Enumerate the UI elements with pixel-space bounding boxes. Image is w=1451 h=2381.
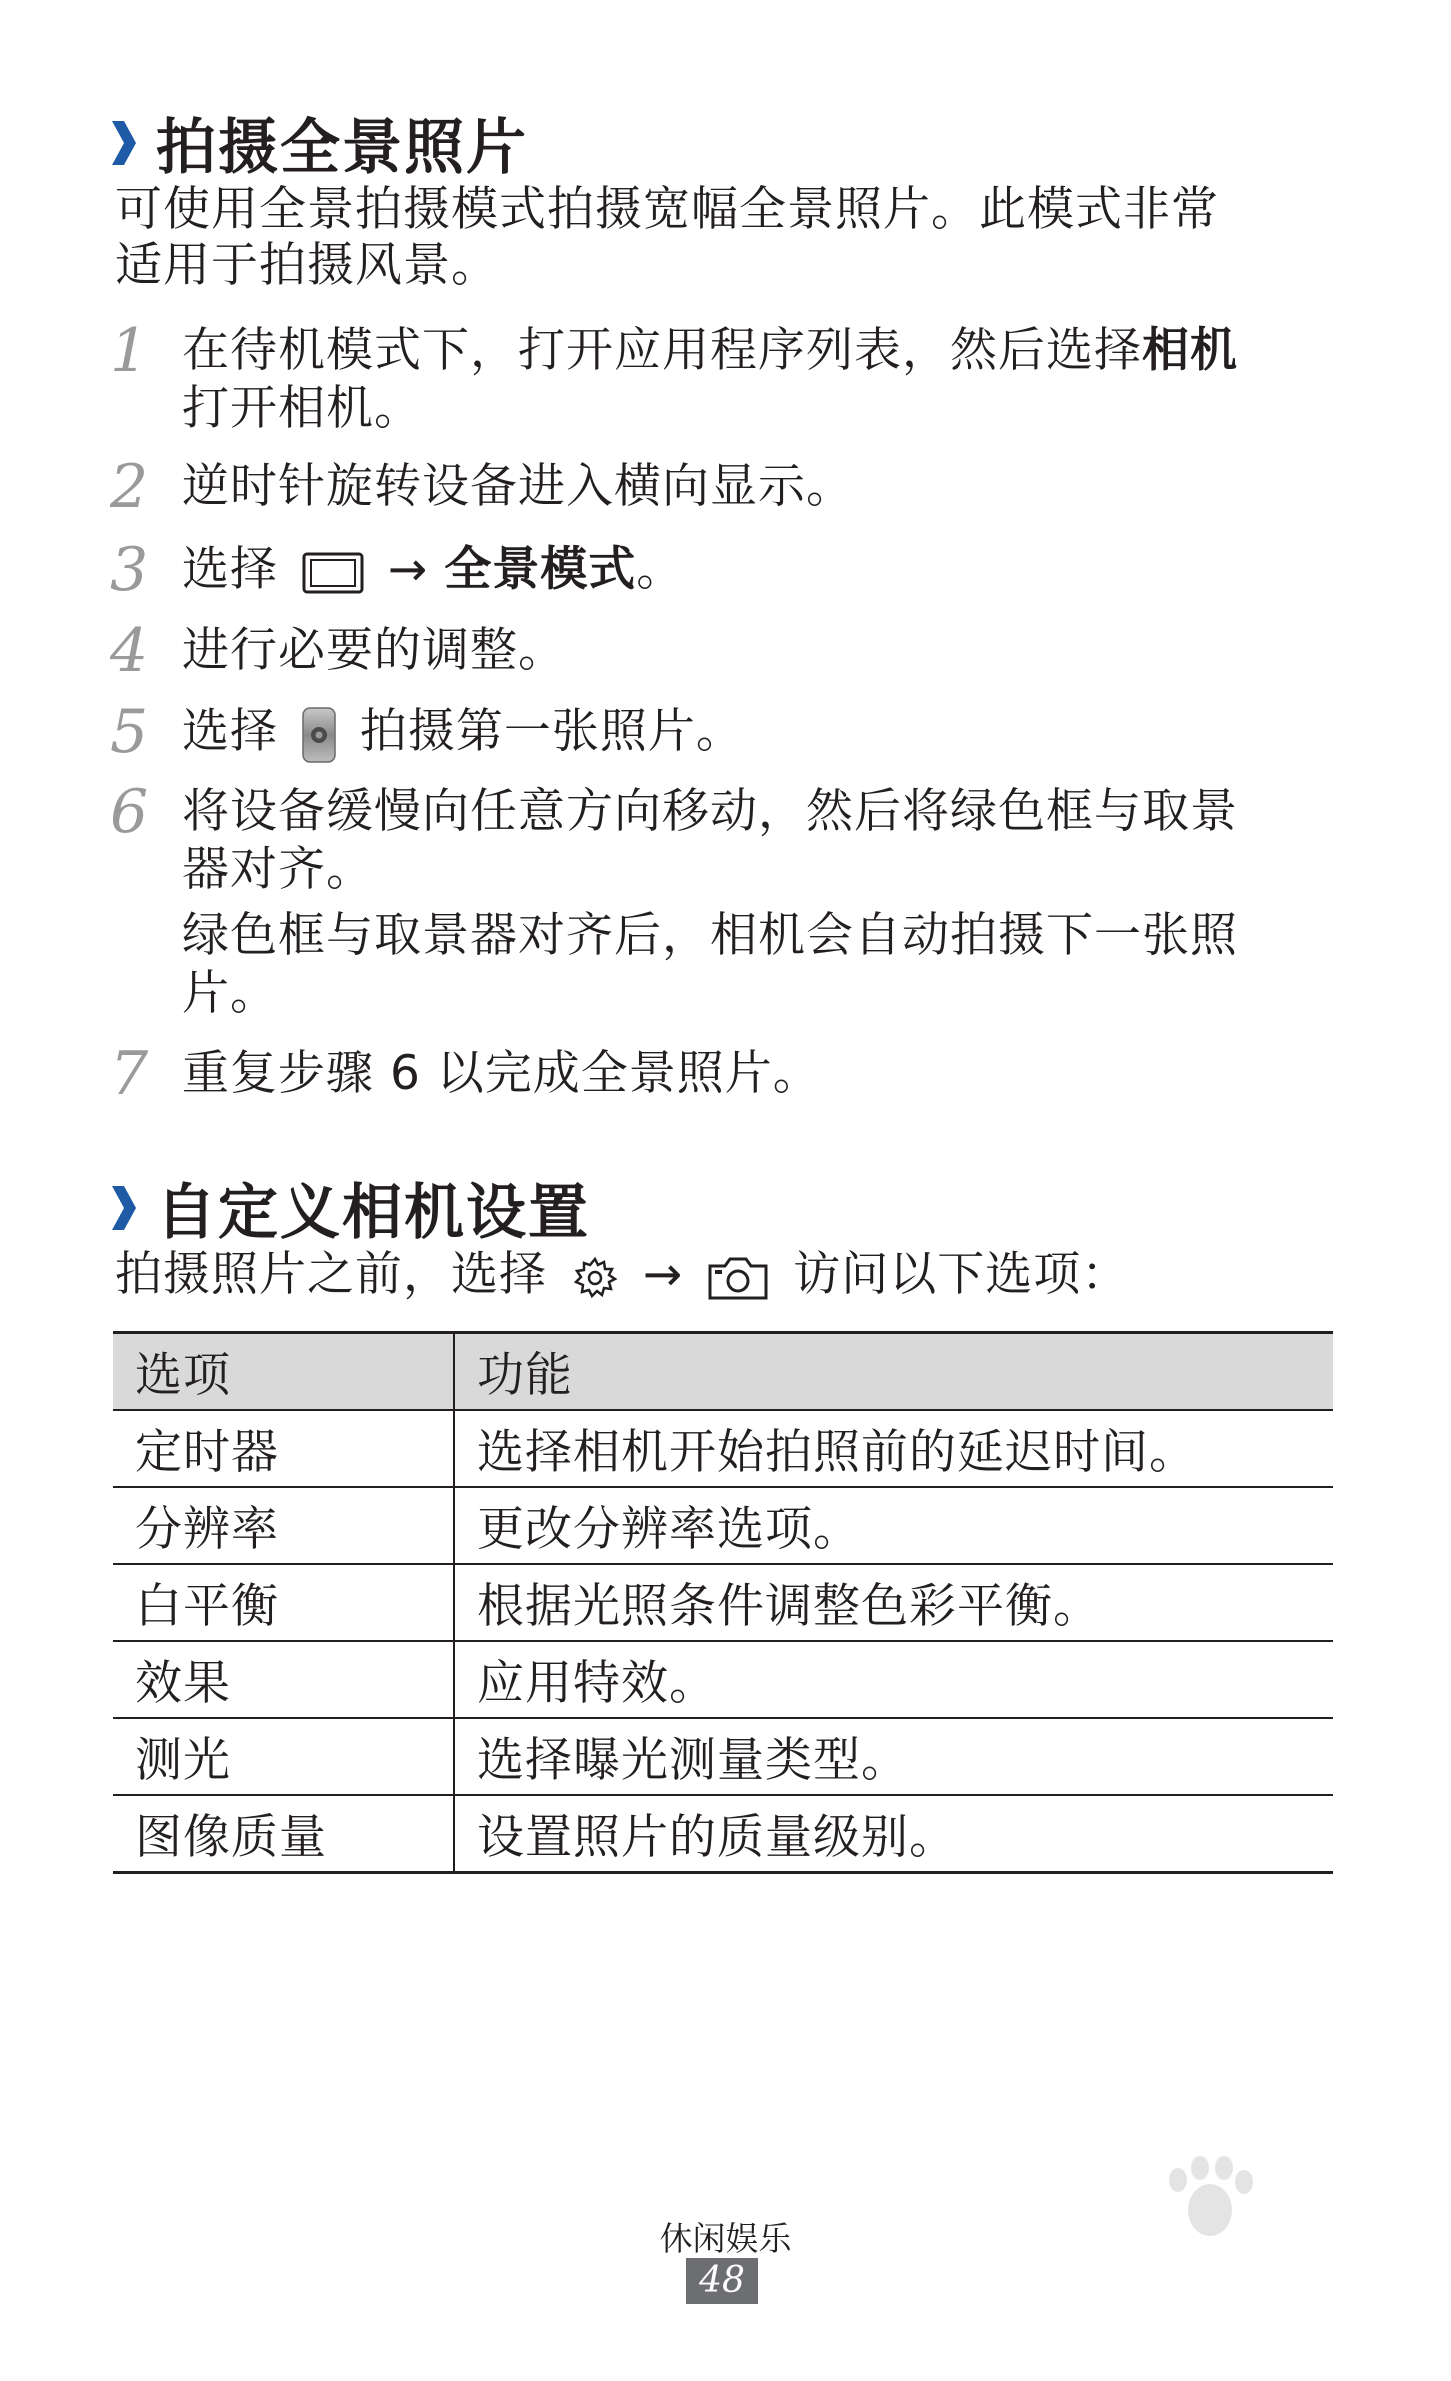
table-row xyxy=(113,1641,1333,1718)
step-text xyxy=(182,703,1342,763)
step-number: 1 xyxy=(110,316,149,386)
arrow-symbol: → xyxy=(387,542,429,597)
column-header-function: 功能 xyxy=(454,1333,1333,1411)
step-text xyxy=(182,783,1342,1023)
step-text-part: 选择 xyxy=(182,704,278,759)
arrow-symbol: → xyxy=(642,1247,684,1302)
mode-rectangle-icon xyxy=(302,552,364,594)
intro-line: 适用于拍摄风景。 xyxy=(115,238,499,293)
step-text-part: 在待机模式下，打开应用程序列表，然后选择 xyxy=(182,323,1142,378)
step-text-part: 打开相机。 xyxy=(182,381,422,436)
function-cell: 选择相机开始拍照前的延迟时间。 xyxy=(454,1410,1333,1487)
table-row xyxy=(113,1795,1333,1873)
function-cell: 更改分辨率选项。 xyxy=(454,1487,1333,1564)
intro-text-part: 拍摄照片之前，选择 xyxy=(115,1247,547,1302)
table-row xyxy=(113,1564,1333,1641)
step-number: 6 xyxy=(110,777,149,847)
step-bold-text: 全景模式 xyxy=(444,542,637,597)
section-heading-camera-settings xyxy=(110,1165,590,1251)
option-cell: 定时器 xyxy=(113,1410,454,1487)
footer-section-label: 休闲娱乐 xyxy=(659,2219,792,2258)
function-cell: 根据光照条件调整色彩平衡。 xyxy=(454,1564,1333,1641)
section-heading-panorama xyxy=(110,100,528,186)
step-bold-text: 相机 xyxy=(1142,323,1238,378)
step-number: 4 xyxy=(110,616,149,686)
option-cell: 测光 xyxy=(113,1718,454,1795)
step-text-part: 。 xyxy=(636,542,685,597)
chevron-right-icon xyxy=(110,1182,138,1234)
section-title: 自定义相机设置 xyxy=(156,1178,590,1248)
step-text-part: 器对齐。 xyxy=(182,842,374,897)
settings-intro xyxy=(115,1247,1335,1303)
table-row xyxy=(113,1487,1333,1564)
camera-icon xyxy=(707,1255,769,1301)
intro-paragraph xyxy=(115,182,1335,294)
step-text-part: 绿色框与取景器对齐后，相机会自动拍摄下一张照 xyxy=(182,908,1238,963)
page-number: 48 xyxy=(686,2258,758,2304)
option-cell: 分辨率 xyxy=(113,1487,454,1564)
camera-options-table xyxy=(113,1331,1333,1874)
section-title: 拍摄全景照片 xyxy=(156,113,528,183)
function-cell: 应用特效。 xyxy=(454,1641,1333,1718)
camera-shutter-icon xyxy=(302,707,336,763)
option-cell: 效果 xyxy=(113,1641,454,1718)
intro-text-part: 访问以下选项： xyxy=(793,1247,1130,1302)
option-cell: 白平衡 xyxy=(113,1564,454,1641)
step-number: 5 xyxy=(110,697,149,767)
column-header-option: 选项 xyxy=(113,1333,454,1411)
step-text: 进行必要的调整。 xyxy=(182,623,566,678)
step-text-part: 将设备缓慢向任意方向移动，然后将绿色框与取景 xyxy=(182,784,1238,839)
step-text: 重复步骤 6 以完成全景照片。 xyxy=(182,1046,821,1101)
watermark-logo xyxy=(1020,2150,1350,2300)
step-number: 7 xyxy=(110,1039,149,1109)
function-cell: 设置照片的质量级别。 xyxy=(454,1795,1333,1873)
gear-icon xyxy=(571,1254,619,1302)
step-number: 3 xyxy=(110,535,149,605)
table-header-row xyxy=(113,1333,1333,1411)
step-number: 2 xyxy=(110,452,149,522)
table-row xyxy=(113,1410,1333,1487)
table-row xyxy=(113,1718,1333,1795)
function-cell: 选择曝光测量类型。 xyxy=(454,1718,1333,1795)
option-cell: 图像质量 xyxy=(113,1795,454,1873)
step-text-part: 拍摄第一张照片。 xyxy=(359,704,744,759)
step-text xyxy=(182,541,1342,599)
step-text xyxy=(182,322,1342,438)
chevron-right-icon xyxy=(110,117,138,169)
intro-line: 可使用全景拍摄模式拍摄宽幅全景照片。此模式非常 xyxy=(115,182,1219,237)
step-text-part: 片。 xyxy=(182,966,278,1021)
step-text-part: 选择 xyxy=(182,542,278,597)
step-text: 逆时针旋转设备进入横向显示。 xyxy=(182,459,854,514)
